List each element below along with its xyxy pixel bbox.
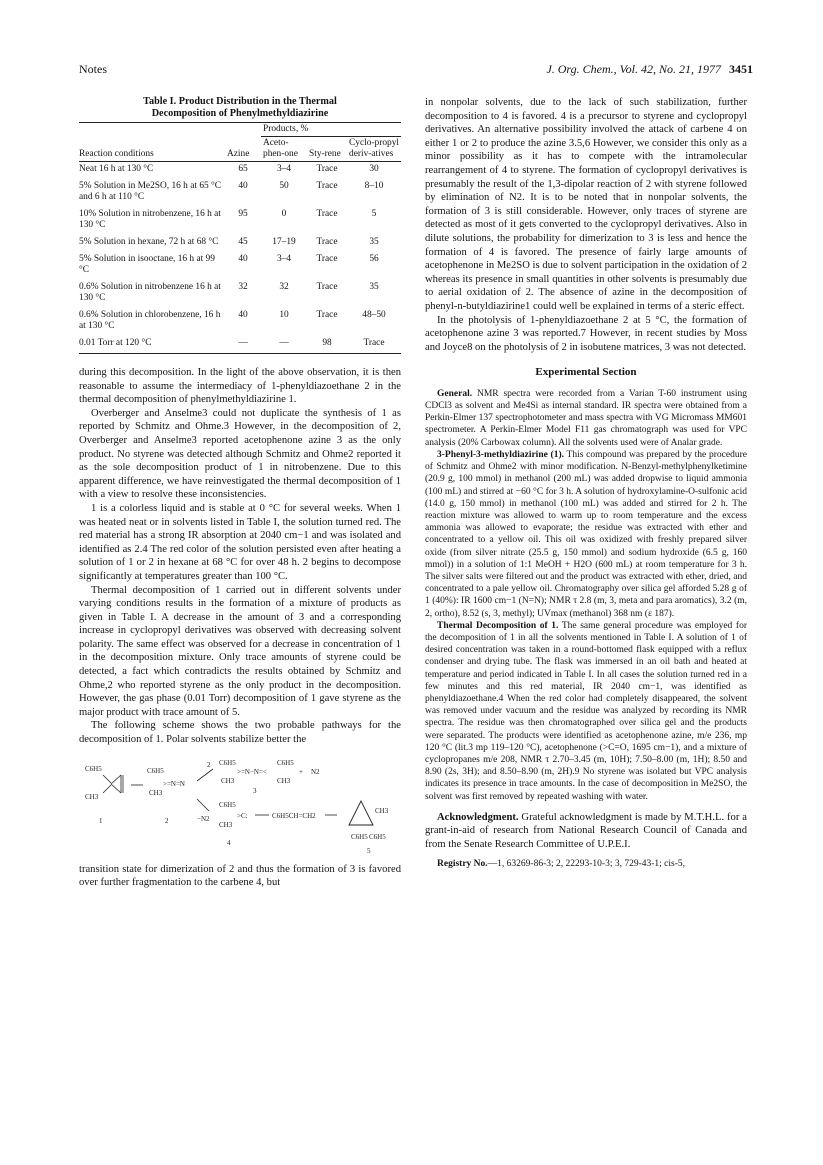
table-row [79,280,401,308]
cell-styrene: 98 [307,336,347,354]
scheme-c6h5-5a: C6H5 [351,832,368,841]
cell-cyclopropyl: 35 [369,282,379,292]
cell-acetophenone: 17–19 [272,237,296,247]
cell-acetophenone: 10 [279,310,289,320]
running-head-journal [546,62,753,77]
scheme-minus-n2: −N2 [197,814,210,823]
body-paragraph: In the photolysis of 1-phenyldiazoethane 2 at 5 °C, the formation of acetophenone azine 3 was reported.7 However, in recent studies by Moss and Joyce8 on the photolysis of 2 in isobutene matrices, 3 was not detected. [425,314,747,353]
cell-styrene: Trace [316,310,338,320]
scheme-c6h5-1: C6H5 [85,764,102,773]
scheme-cyclopropane [349,801,373,825]
scheme-label-4: 4 [227,838,231,847]
scheme-azine: >=N−N=< [237,767,267,776]
cell-conditions: 5% Solution in isooctane, 16 h at 99 °C [79,254,215,275]
registry-block [425,858,747,870]
cell-conditions: 5% Solution in hexane, 72 h at 68 °C [79,237,219,247]
col-header-styrene: Sty-rene [307,137,347,162]
cell-azine: 65 [238,164,248,174]
left-column [79,96,401,890]
cell-conditions: Neat 16 h at 130 °C [79,164,154,174]
general-text: NMR spectra were recorded from a Varian T-60 instrument using CDCl3 as solvent and Me4Si as internal standard. IR spectra were obtained from a Perkin-Elmer 137 spectrophotometer and mass spectra with VG Micromass MM601 spectrometer. A Perkin-Elmer Model F11 gas chromatograph was used for VPC analysis (20% Carbowax column). All the solvents used were of Analar grade. [425,388,747,448]
registry-text: —1, 63269-86-3; 2, 22293-10-3; 3, 729-43-1; cis-5, [487,858,686,869]
cell-azine: 40 [238,181,248,191]
scheme-plus: + [299,767,303,776]
cell-styrene: Trace [316,237,338,247]
experimental-text [425,388,747,803]
cell-styrene: Trace [316,181,338,191]
scheme-label-5: 5 [367,846,371,855]
body-paragraph: The following scheme shows the two probable pathways for the decomposition of 1. Polar solvents stabilize better the [79,720,401,746]
cell-styrene: Trace [316,209,338,219]
right-column [425,96,747,870]
cell-azine: — [225,336,261,354]
running-head-section: Notes [79,62,107,76]
cell-conditions: 10% Solution in nitrobenzene, 16 h at 130 °C [79,209,221,230]
table-row [79,207,401,235]
cell-acetophenone: 3–4 [276,254,292,264]
cell-azine: 40 [238,310,248,320]
scheme-arrow [197,769,213,781]
body-paragraph: Overberger and Anselme3 could not duplicate the synthesis of 1 as reported by Schmitz and Ohme.3 However, in the decomposition of 2, Overberger and Anselme3 reported acetophenone azine 3 as the only product. No styrene was detected although Schmitz and Ohme2 reported it as the sole decomposition product of 1 in nitrobenzene. Due to this apparent difference, we have reinvestigated the thermal decomposition of 1 with a view to resolve these inconsistencies. [79,407,401,501]
table-row [79,308,401,336]
preparation-heading: 3-Phenyl-3-methyldiazirine (1). [437,449,564,460]
body-paragraph: Thermal decomposition of 1 carried out in different solvents under varying conditions results in the formation of a mixture of products as given in Table I. A decrease in the amount of 3 and a corresponding increase in cyclopropyl derivatives was observed with decreasing solvent polarity. The same effect was observed for a decrease in concentration of 1 in the decomposition mixture. Only trace amounts of styrene could be detected, a fact which contradicts the results obtained by Schmitz and Ohme,2 who reported styrene as the only product in the decomposition. However, the gas phase (0.01 Torr) decomposition of 1 gave styrene as the major product with trace amount of 5. [79,584,401,718]
cell-acetophenone: 0 [281,209,287,219]
cell-acetophenone: 32 [279,282,289,292]
experimental-preparation [425,449,747,620]
experimental-thermal [425,620,747,803]
cell-styrene: Trace [316,254,338,264]
table-title [79,96,401,120]
cell-cyclopropyl: 30 [369,164,379,174]
table-row [79,235,401,252]
table-row [79,179,401,207]
product-distribution-table [79,122,401,354]
cell-azine: 45 [238,237,248,247]
experimental-general [425,388,747,449]
section-heading-experimental: Experimental Section [535,366,637,379]
scheme-c6h5-3b: C6H5 [277,758,294,767]
scheme-n2: N2 [311,767,320,776]
scheme-ch3-2: CH3 [149,788,163,797]
cell-acetophenone: — [261,336,307,354]
scheme-label-3: 3 [253,786,257,795]
scheme-c6h5-4: C6H5 [219,800,236,809]
cell-conditions: 0.6% Solution in chlorobenzene, 16 h at 130 °C [79,310,221,331]
scheme-c6h5-2: C6H5 [147,766,164,775]
scheme-bond [111,784,121,793]
scheme-label-1: 1 [99,816,103,825]
table-row [79,162,401,180]
cell-azine: 40 [238,254,248,264]
cell-cyclopropyl: 48–50 [362,310,386,320]
table-title-line-2: Decomposition of Phenylmethyldiazirine [151,108,329,119]
thermal-text: The same general procedure was employed for the decomposition of 1 in all the solvents mentioned in Table I. A solution of 1 of desired concentration was taken in a round-bottomed flask equipped with a reflux condenser and drying tube. The flask was immersed in an oil bath and heated at temperature and period indicated in Table I. In all cases the solution turned red in a few minutes and this red material, IR 2040 cm−1, was identified as phenyldiazoethane.4 When the red color had completely disappeared, the solvent was removed under vacuum and the residue was analyzed by recording its NMR spectra. The residue was then chromatographed over silica gel and the products were separated. The products were identified as acetophenone azine, m/e 236, mp 120 °C (lit.3 mp 119–120 °C), acetophenone (>C=O, 1695 cm−1), and a mixture of cyclopropanes m/e 208, NMR τ 2.70–3.45 (m, 10H); 7.50–8.00 (m, 1H); 8.50 and 8.90 (2s, 3H); and 8.50–8.90 (m, 2H).9 No styrene was isolated but VPC analysis indicates its presence in trace amounts. In the case of decomposition in Me2SO, the solvent was first removed by repeated washing with water. [425,620,747,802]
reaction-scheme-drawing [79,757,401,857]
scheme-diazo: >=N=N [163,779,185,788]
scheme-arrow-label: 2 [207,760,211,769]
cell-conditions: 0.01 Torr at 120 °C [79,336,225,354]
journal-citation: J. Org. Chem., Vol. 42, No. 21, 1977 [546,62,721,76]
scheme-ch3-5: CH3 [375,806,389,815]
scheme-c6h5-3a: C6H5 [219,758,236,767]
cell-azine: 95 [238,209,248,219]
body-paragraph: in nonpolar solvents, due to the lack of such stabilization, further decomposition to 4 is favored. 4 is a precursor to styrene and cyclopropyl derivatives. An alternative possibility involved the attack of carbene 4 on either 1 or 2 to produce the azine 3.5,6 However, we consider this only as a minor possibility as it has to compete with the intramolecular rearrangement of 4 to styrene. The formation of cyclopropyl derivatives is presumably the result of the 1,3-dipolar reaction of 2 with styrene followed by elimination of N2. It is to be noted that in nonpolar solvents, the formation of 3 is still considerable. However, only traces of styrene are detected as most of it gets converted to the cyclopropyl derivatives. Also in dilute solutions, the probability for dimerization to 3 is less and hence the formation of 4 is favored. The presence of fairly large amounts of acetophenone in Me2SO is due to solvent participation in the oxidation of 2 whereas its presence in small quantities in other solvents is presumably due to aerial oxidation of 2. The absence of azine in the decomposition of phenyl-n-butyldiazirine1 could well be explained in terms of a steric effect. [425,97,747,312]
preparation-text: This compound was prepared by the procedure of Schmitz and Ohme2 with minor modification. N-Benzyl-methylphenylketimine (20.9 g, 100 mmol) in methanol (200 mL) was added dropwise to liquid ammonia (100 mL) and stirred at −60 °C for 3 h. A solution of hydroxylamine-O-sulfonic acid (14.0 g, 150 mmol) in methanol (100 mL) was added and stirred for 2 h. The reaction mixture was allowed to warm up to room temperature and the excess ammonia was allowed to evaporate; the residue was extracted with ether and concentrated to a yellow oil. This oil was oxidized with freshly prepared silver oxide (from silver nitrate (25.5 g, 150 mmol) and sodium hydroxide (6.5 g, 160 mmol)) in a solution of 1:1 MeOH + H2O (600 mL) at room temperature for 3 h. The silver salts were filtered out and the product was extracted with ether, dried, and concentrated to a pale yellow oil. Chromatography over silica gel afforded 5.28 g of 1 (40%): IR 1600 cm−1 (N=N); NMR τ 2.8 (m, 3, meta and para aromatics), 3.2 (m, 2, ortho), 8.52 (s, 3, methyl); UVmax (methanol) 368 nm (ε 187). [425,449,747,619]
table-title-line-1: Table I. Product Distribution in the Thermal [143,96,337,107]
scheme-ch3-3b: CH3 [277,776,291,785]
cell-acetophenone: 3–4 [276,164,292,174]
general-heading: General. [437,388,473,399]
body-paragraph: during this decomposition. In the light of the above observation, it is then reasonable to assume the intermediacy of 1-phenyldiazoethane 2 in the thermal decomposition of phenylmethyldiazirine 1. [79,367,401,406]
acknowledgment [425,811,747,852]
body-paragraph: transition state for dimerization of 2 and thus the formation of 3 is favored over further fragmentation to the carbene 4, but [79,863,401,889]
thermal-heading: Thermal Decomposition of 1. [437,620,559,631]
cell-cyclopropyl: 35 [369,237,379,247]
reaction-scheme [79,757,401,857]
scheme-bond [103,775,111,783]
cell-cyclopropyl: 5 [371,209,377,219]
col-header-azine: Azine [225,137,261,162]
scheme-ch3-3a: CH3 [221,776,235,785]
scheme-bond [111,775,121,784]
registry-heading: Registry No. [437,858,488,869]
cell-cyclopropyl: 8–10 [364,181,384,191]
products-header: Products, % [261,123,401,137]
cell-conditions: 0.6% Solution in nitrobenzene 16 h at 130 °C [79,282,221,303]
registry-numbers [425,858,747,870]
scheme-ch3-1: CH3 [85,792,99,801]
col-header-conditions: Reaction conditions [79,137,225,162]
body-paragraph: 1 is a colorless liquid and is stable at 0 °C for several weeks. When 1 was heated neat or in solvents listed in Table I, the solution turned red. The red material has a strong IR absorption at 2040 cm−1 and was isolated and identified as 2.4 The red color of the solution persisted even after heating a solution of 1 or 2 in hexane at 68 °C for over 48 h. 2 begins to decompose significantly at temperatures greater than 100 °C. [79,502,401,582]
scheme-styrene: C6H5CH=CH2 [272,811,316,820]
scheme-ch3-4: CH3 [219,820,233,829]
scheme-bond [103,785,111,793]
cell-azine: 32 [238,282,248,292]
scheme-carbene: >C: [237,811,248,820]
cell-acetophenone: 50 [279,181,289,191]
acknowledgment-heading: Acknowledgment. [437,811,519,823]
cell-cyclopropyl: 56 [369,254,379,264]
cell-cyclopropyl: Trace [347,336,401,354]
cell-styrene: Trace [316,164,338,174]
col-header-cyclopropyl: Cyclo-propyl deriv-atives [347,137,401,162]
page-number: 3451 [729,62,753,76]
scheme-label-2: 2 [165,816,169,825]
table-row [79,336,401,354]
scheme-arrow [197,799,209,811]
scheme-c6h5-5b: C6H5 [369,832,386,841]
table-row [79,252,401,280]
col-header-acetophenone: Aceto-phen-one [261,137,307,162]
cell-styrene: Trace [316,282,338,292]
cell-conditions: 5% Solution in Me2SO, 16 h at 65 °C and 6 h at 110 °C [79,181,222,202]
acknowledgment-text: Grateful acknowledgment is made by M.T.H.L. for a grant-in-aid of research from National Research Council of Canada and from the Senate Research Committee of U.P.E.I. [425,811,747,850]
